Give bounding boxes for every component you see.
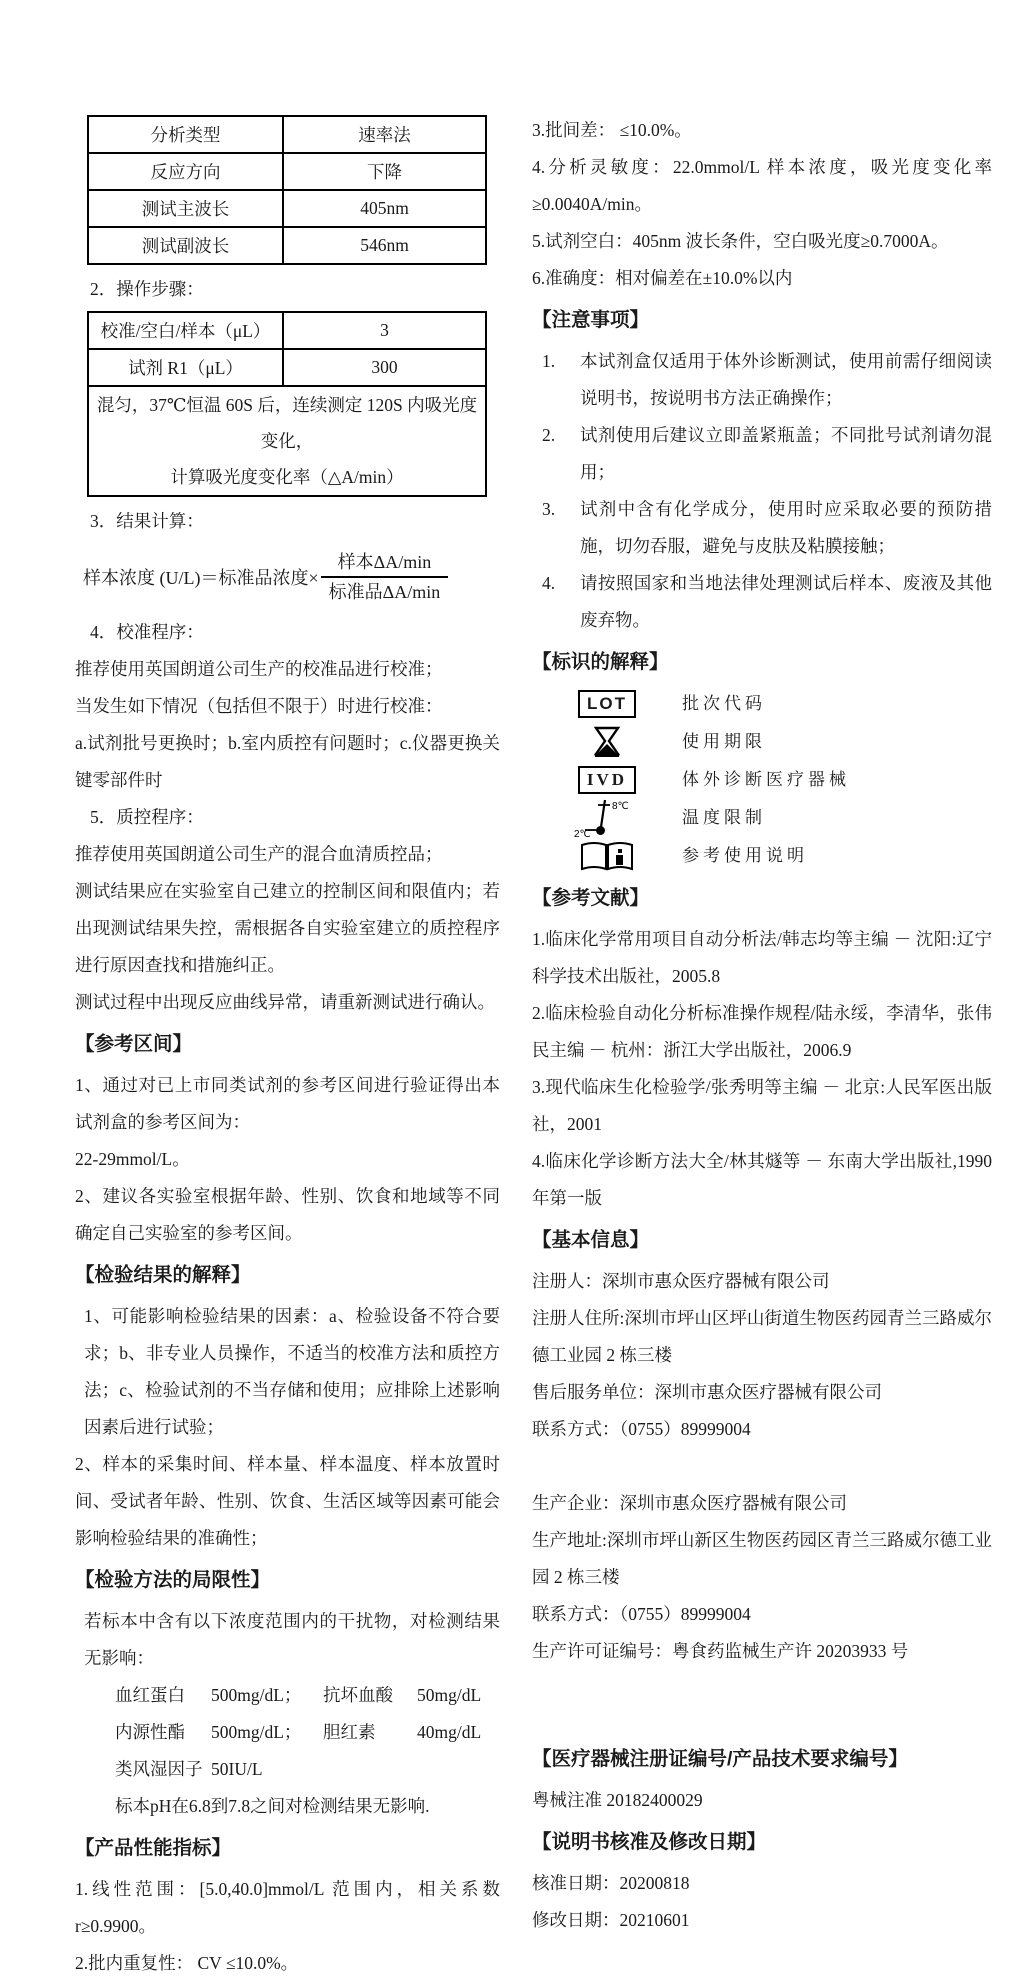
symbol-row — [562, 799, 992, 840]
interferent-value: 500mg/dL； — [211, 1685, 302, 1705]
step-2-heading: 2．操作步骤： — [90, 279, 204, 299]
lot-badge: LOT — [578, 690, 636, 718]
step-5-heading: 5．质控程序： — [90, 807, 204, 827]
performance-item: 5.试剂空白：405nm 波长条件，空白吸光度≥0.7000A。 — [532, 231, 949, 251]
notice-text: 本试剂盒仅适用于体外诊断测试，使用前需仔细阅读说明书，按说明书方法正确操作； — [580, 351, 992, 408]
performance-item: 6.准确度：相对偏差在±10.0%以内 — [532, 268, 793, 288]
interferent-row — [115, 1677, 500, 1714]
interferent-value: 50mg/dL — [417, 1685, 482, 1705]
table-row — [88, 190, 486, 227]
symbol-label: 温度限制 — [682, 808, 766, 827]
result-explanation-heading: 【检验结果的解释】 — [75, 1264, 251, 1286]
manufacturer-address-line: 生产地址:深圳市坪山新区生物医药园区青兰三路威尔德工业园 2 栋三楼 — [532, 1530, 992, 1587]
interferent-name: 胆红素 — [323, 1722, 376, 1742]
interferent-name: 抗坏血酸 — [323, 1685, 393, 1705]
interferent-name: 内源性酯 — [115, 1722, 185, 1742]
notice-item — [532, 417, 992, 491]
param-name: 测试副波长 — [88, 227, 283, 264]
registration-number: 粤械注准 20182400029 — [532, 1790, 703, 1810]
symbol-row — [562, 761, 992, 799]
symbol-row — [562, 685, 992, 723]
notice-number: 2. — [542, 425, 556, 445]
symbol-row — [562, 723, 992, 761]
hourglass-icon — [562, 726, 652, 758]
param-name: 测试主波长 — [88, 190, 283, 227]
qc-paragraph: 测试过程中出现反应曲线异常，请重新测试进行确认。 — [75, 992, 495, 1012]
interferent-row — [115, 1751, 500, 1788]
formula-lhs: 样本浓度 (U/L)＝标准品浓度× — [83, 568, 319, 588]
table-row — [88, 312, 486, 349]
calibration-paragraph: a.试剂批号更换时；b.室内质控有问题时；c.仪器更换关键零部件时 — [75, 733, 500, 790]
approval-date: 核准日期：20200818 — [532, 1873, 690, 1893]
performance-heading: 【产品性能指标】 — [75, 1837, 232, 1859]
calibration-paragraph: 推荐使用英国朗道公司生产的校准品进行校准； — [75, 659, 443, 679]
after-sales-line: 售后服务单位：深圳市惠众医疗器械有限公司 — [532, 1382, 882, 1402]
limitation-intro: 若标本中含有以下浓度范围内的干扰物，对检测结果无影响： — [84, 1611, 500, 1668]
operation-note-cell — [88, 386, 486, 496]
formula-denominator: 标准品ΔA/min — [328, 582, 441, 602]
formula-numerator: 样本ΔA/min — [321, 550, 449, 578]
symbol-label: 体外诊断医疗器械 — [682, 770, 850, 789]
notice-text: 试剂使用后建议立即盖紧瓶盖；不同批号试剂请勿混用； — [580, 425, 992, 482]
notice-item — [532, 491, 992, 565]
operation-note-line2: 计算吸光度变化率（△A/min） — [170, 467, 404, 487]
interferent-value: 500mg/dL； — [211, 1722, 302, 1742]
notice-number: 3. — [542, 499, 556, 519]
notice-item — [532, 565, 992, 639]
notice-number: 1. — [542, 351, 556, 371]
notice-text: 试剂中含有化学成分，使用时应采取必要的预防措施，切勿吞服，避免与皮肤及粘膜接触； — [580, 499, 992, 556]
step-4-heading: 4．校准程序： — [90, 622, 204, 642]
qc-paragraph: 推荐使用英国朗道公司生产的混合血清质控品； — [75, 844, 443, 864]
param-value: 300 — [283, 349, 486, 386]
right-column — [532, 112, 992, 1982]
operation-steps-table — [87, 311, 487, 497]
qc-paragraph: 测试结果应在实验室自己建立的控制区间和限值内；若出现测试结果失控，需根据各自实验室建立的质控程序进行原因查找和措施纠正。 — [75, 881, 500, 975]
reference-item: 3.现代临床生化检验学/张秀明等主编 － 北京:人民军医出版社，2001 — [532, 1077, 992, 1134]
symbol-label: 参考使用说明 — [682, 846, 808, 865]
param-name: 试剂 R1（μL） — [88, 349, 283, 386]
table-row — [88, 153, 486, 190]
reference-item: 1.临床化学常用项目自动分析法/韩志均等主编 － 沈阳:辽宁科学技术出版社，2005.8 — [532, 929, 992, 986]
result-formula — [83, 550, 500, 604]
registration-heading: 【医疗器械注册证编号/产品技术要求编号】 — [532, 1748, 908, 1770]
basic-info-heading: 【基本信息】 — [532, 1229, 650, 1251]
method-limitation-heading: 【检验方法的局限性】 — [75, 1569, 271, 1591]
spacer — [532, 1670, 992, 1736]
notice-text: 请按照国家和当地法律处理测试后样本、废液及其他废弃物。 — [580, 573, 992, 630]
param-value: 3 — [283, 312, 486, 349]
interferent-name: 血红蛋白 — [115, 1685, 185, 1705]
param-name: 分析类型 — [88, 116, 283, 153]
interferent-value: 50IU/L — [211, 1759, 263, 1779]
result-explanation-paragraph: 2、样本的采集时间、样本量、样本温度、样本放置时间、受试者年龄、性别、饮食、生活区域等因素可能会影响检验结果的准确性； — [75, 1454, 500, 1548]
symbols-heading: 【标识的解释】 — [532, 651, 669, 673]
notice-number: 4. — [542, 573, 556, 593]
table-row — [88, 227, 486, 264]
formula-fraction — [321, 550, 449, 604]
interferent-name — [323, 1751, 417, 1788]
production-license-line: 生产许可证编号：粤食药监械生产许 20203933 号 — [532, 1641, 909, 1661]
reference-interval-paragraph: 2、建议各实验室根据年龄、性别、饮食和地域等不同确定自己实验室的参考区间。 — [75, 1186, 500, 1243]
performance-item: 1.线性范围：[5.0,40.0]mmol/L 范围内，相关系数 r≥0.9900。 — [75, 1879, 500, 1936]
operation-note-line1: 混匀，37℃恒温 60S 后，连续测定 120S 内吸光度变化， — [96, 395, 478, 451]
ivd-badge: IVD — [578, 766, 636, 794]
symbol-label: 使用期限 — [682, 732, 766, 751]
notice-heading: 【注意事项】 — [532, 309, 650, 331]
temperature-limit-icon — [562, 796, 652, 840]
interferent-name: 类风湿因子 — [115, 1759, 203, 1779]
table-row — [88, 386, 486, 496]
symbol-row — [562, 837, 992, 875]
consult-instructions-icon — [562, 840, 652, 872]
reference-item: 4.临床化学诊断方法大全/林其燧等 － 东南大学出版社,1990 年第一版 — [532, 1151, 992, 1208]
dates-heading: 【说明书核准及修改日期】 — [532, 1831, 767, 1853]
param-value: 546nm — [283, 227, 486, 264]
reference-interval-value: 22-29mmol/L。 — [75, 1149, 190, 1169]
temp-lower-label: 2℃ — [574, 829, 591, 840]
performance-item: 2.批内重复性： CV ≤10.0%。 — [75, 1953, 299, 1973]
result-explanation-paragraph: 1、可能影响检验结果的因素：a、检验设备不符合要求；b、非专业人员操作，不适当的校准方法和质控方法；c、检验试剂的不当存储和使用；应排除上述影响因素后进行试验； — [84, 1306, 500, 1437]
symbol-label: 批次代码 — [682, 694, 766, 713]
param-value: 下降 — [283, 153, 486, 190]
references-heading: 【参考文献】 — [532, 887, 650, 909]
param-value: 速率法 — [283, 116, 486, 153]
temp-upper-label: 8℃ — [612, 801, 629, 812]
contact-line: 联系方式：（0755）89999004 — [532, 1604, 751, 1624]
spacer — [532, 1448, 992, 1485]
reference-interval-paragraph: 1、通过对已上市同类试剂的参考区间进行验证得出本试剂盒的参考区间为： — [75, 1075, 500, 1132]
param-name: 校准/空白/样本（μL） — [88, 312, 283, 349]
ivd-icon — [562, 766, 652, 794]
reference-item: 2.临床检验自动化分析标准操作规程/陆永绥，李清华，张伟民主编 － 杭州：浙江大学出版社，2006.9 — [532, 1003, 992, 1060]
param-name: 反应方向 — [88, 153, 283, 190]
performance-item: 4.分析灵敏度：22.0mmol/L 样本浓度，吸光度变化率≥0.0040A/min。 — [532, 157, 992, 214]
registrant-line: 注册人：深圳市惠众医疗器械有限公司 — [532, 1271, 830, 1291]
lot-icon — [562, 690, 652, 718]
contact-line: 联系方式：（0755）89999004 — [532, 1419, 751, 1439]
revision-date: 修改日期：20210601 — [532, 1910, 690, 1930]
manufacturer-line: 生产企业：深圳市惠众医疗器械有限公司 — [532, 1493, 847, 1513]
step-3-heading: 3．结果计算： — [90, 511, 204, 531]
interferent-row — [115, 1714, 500, 1751]
ph-note: 标本pH在6.8到7.8之间对检测结果无影响. — [115, 1796, 430, 1816]
calibration-paragraph: 当发生如下情况（包括但不限于）时进行校准： — [75, 696, 443, 716]
notice-item — [532, 343, 992, 417]
interferent-value — [417, 1751, 500, 1788]
analysis-parameters-table — [87, 115, 487, 265]
interferent-value: 40mg/dL — [417, 1722, 482, 1742]
table-row — [88, 116, 486, 153]
reference-interval-heading: 【参考区间】 — [75, 1033, 193, 1055]
left-column — [75, 112, 500, 1982]
param-value: 405nm — [283, 190, 486, 227]
table-row — [88, 349, 486, 386]
registrant-address-line: 注册人住所:深圳市坪山区坪山街道生物医药园青兰三路威尔德工业园 2 栋三楼 — [532, 1308, 992, 1365]
performance-item: 3.批间差： ≤10.0%。 — [532, 120, 692, 140]
